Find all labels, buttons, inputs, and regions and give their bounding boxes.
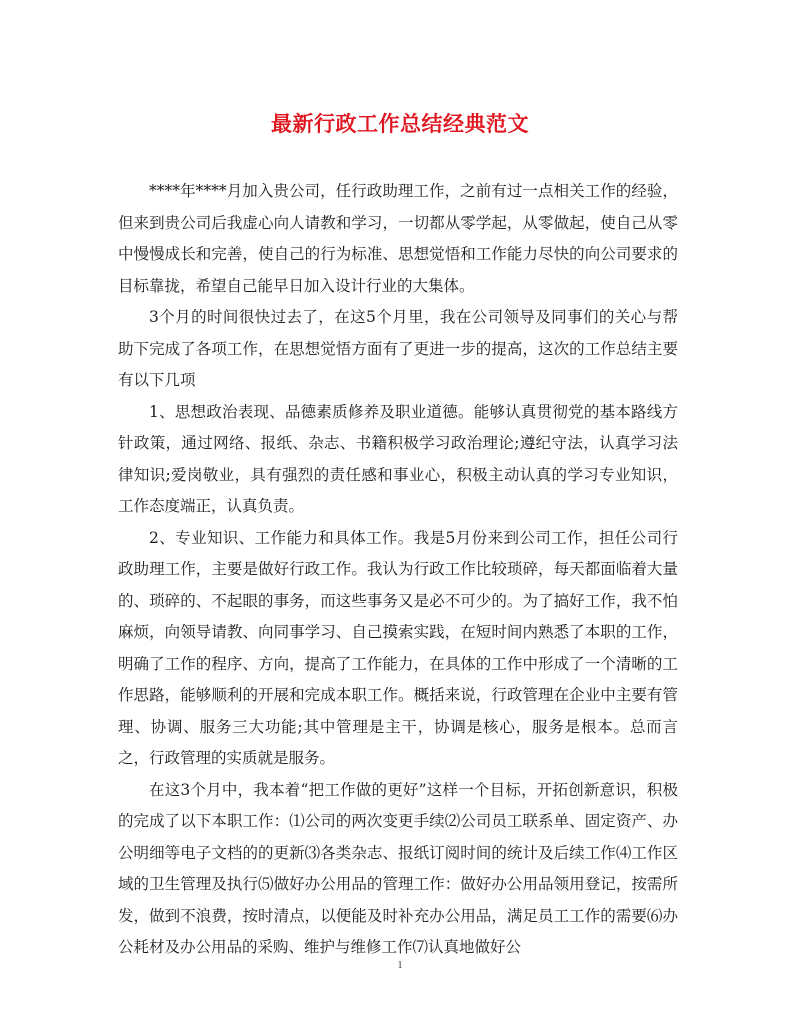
paragraph-duties-list: 在这3个月中，我本着“把工作做的更好”这样一个目标，开拓创新意识，积极的完成了以下本职工作：⑴公司的两次变更手续⑵公司员工联系单、固定资产、办公明细等电子文档的的更新⑶各类杂志、报纸订阅时间的统计及后续工作⑷工作区域的卫生管理及执行⑸做好办公用品的管理工作：做好办公用品领用登记，按需所发，做到不浪费，按时清点，以便能及时补充办公用品，满足员工工作的需要⑹办公耗材及办公用品的采购、维护与维修工作⑺认真地做好公 (118, 780, 678, 956)
paragraph-professional-work: 2、专业知识、工作能力和具体工作。我是5月份来到公司工作，担任公司行政助理工作，主要是做好行政工作。我认为行政工作比较琐碎，每天都面临着大量的、琐碎的、不起眼的事务，而这些事务又是必不可少的。为了搞好工作，我不怕麻烦，向领导请教、向同事学习、自己摸索实践，在短时间内熟悉了本职的工作，明确了工作的程序、方向，提高了工作能力，在具体的工作中形成了一个清晰的工作思路，能够顺利的开展和完成本职工作。概括来说，行政管理在企业中主要有管理、协调、服务三大功能;其中管理是主干，协调是核心，服务是根本。总而言之，行政管理的实质就是服务。 (118, 528, 678, 767)
document-body (118, 176, 678, 964)
paragraph-political-ethics: 1、思想政治表现、品德素质修养及职业道德。能够认真贯彻党的基本路线方针政策，通过网络、报纸、杂志、书籍积极学习政治理论;遵纪守法，认真学习法律知识;爱岗敬业，具有强烈的责任感和事业心，积极主动认真的学习专业知识，工作态度端正，认真负责。 (118, 402, 678, 515)
paragraph-intro: ****年****月加入贵公司，任行政助理工作，之前有过一点相关工作的经验，但来到贵公司后我虚心向人请教和学习，一切都从零学起，从零做起，使自己从零中慢慢成长和完善，使自己的行为标准、思想觉悟和工作能力尽快的向公司要求的目标靠拢，希望自己能早日加入设计行业的大集体。 (118, 182, 678, 295)
paragraph-summary-overview: 3个月的时间很快过去了，在这5个月里，我在公司领导及同事们的关心与帮助下完成了各项工作，在思想觉悟方面有了更进一步的提高，这次的工作总结主要有以下几项 (118, 308, 678, 389)
page-number: 1 (397, 960, 403, 971)
document-title: 最新行政工作总结经典范文 (271, 111, 529, 136)
